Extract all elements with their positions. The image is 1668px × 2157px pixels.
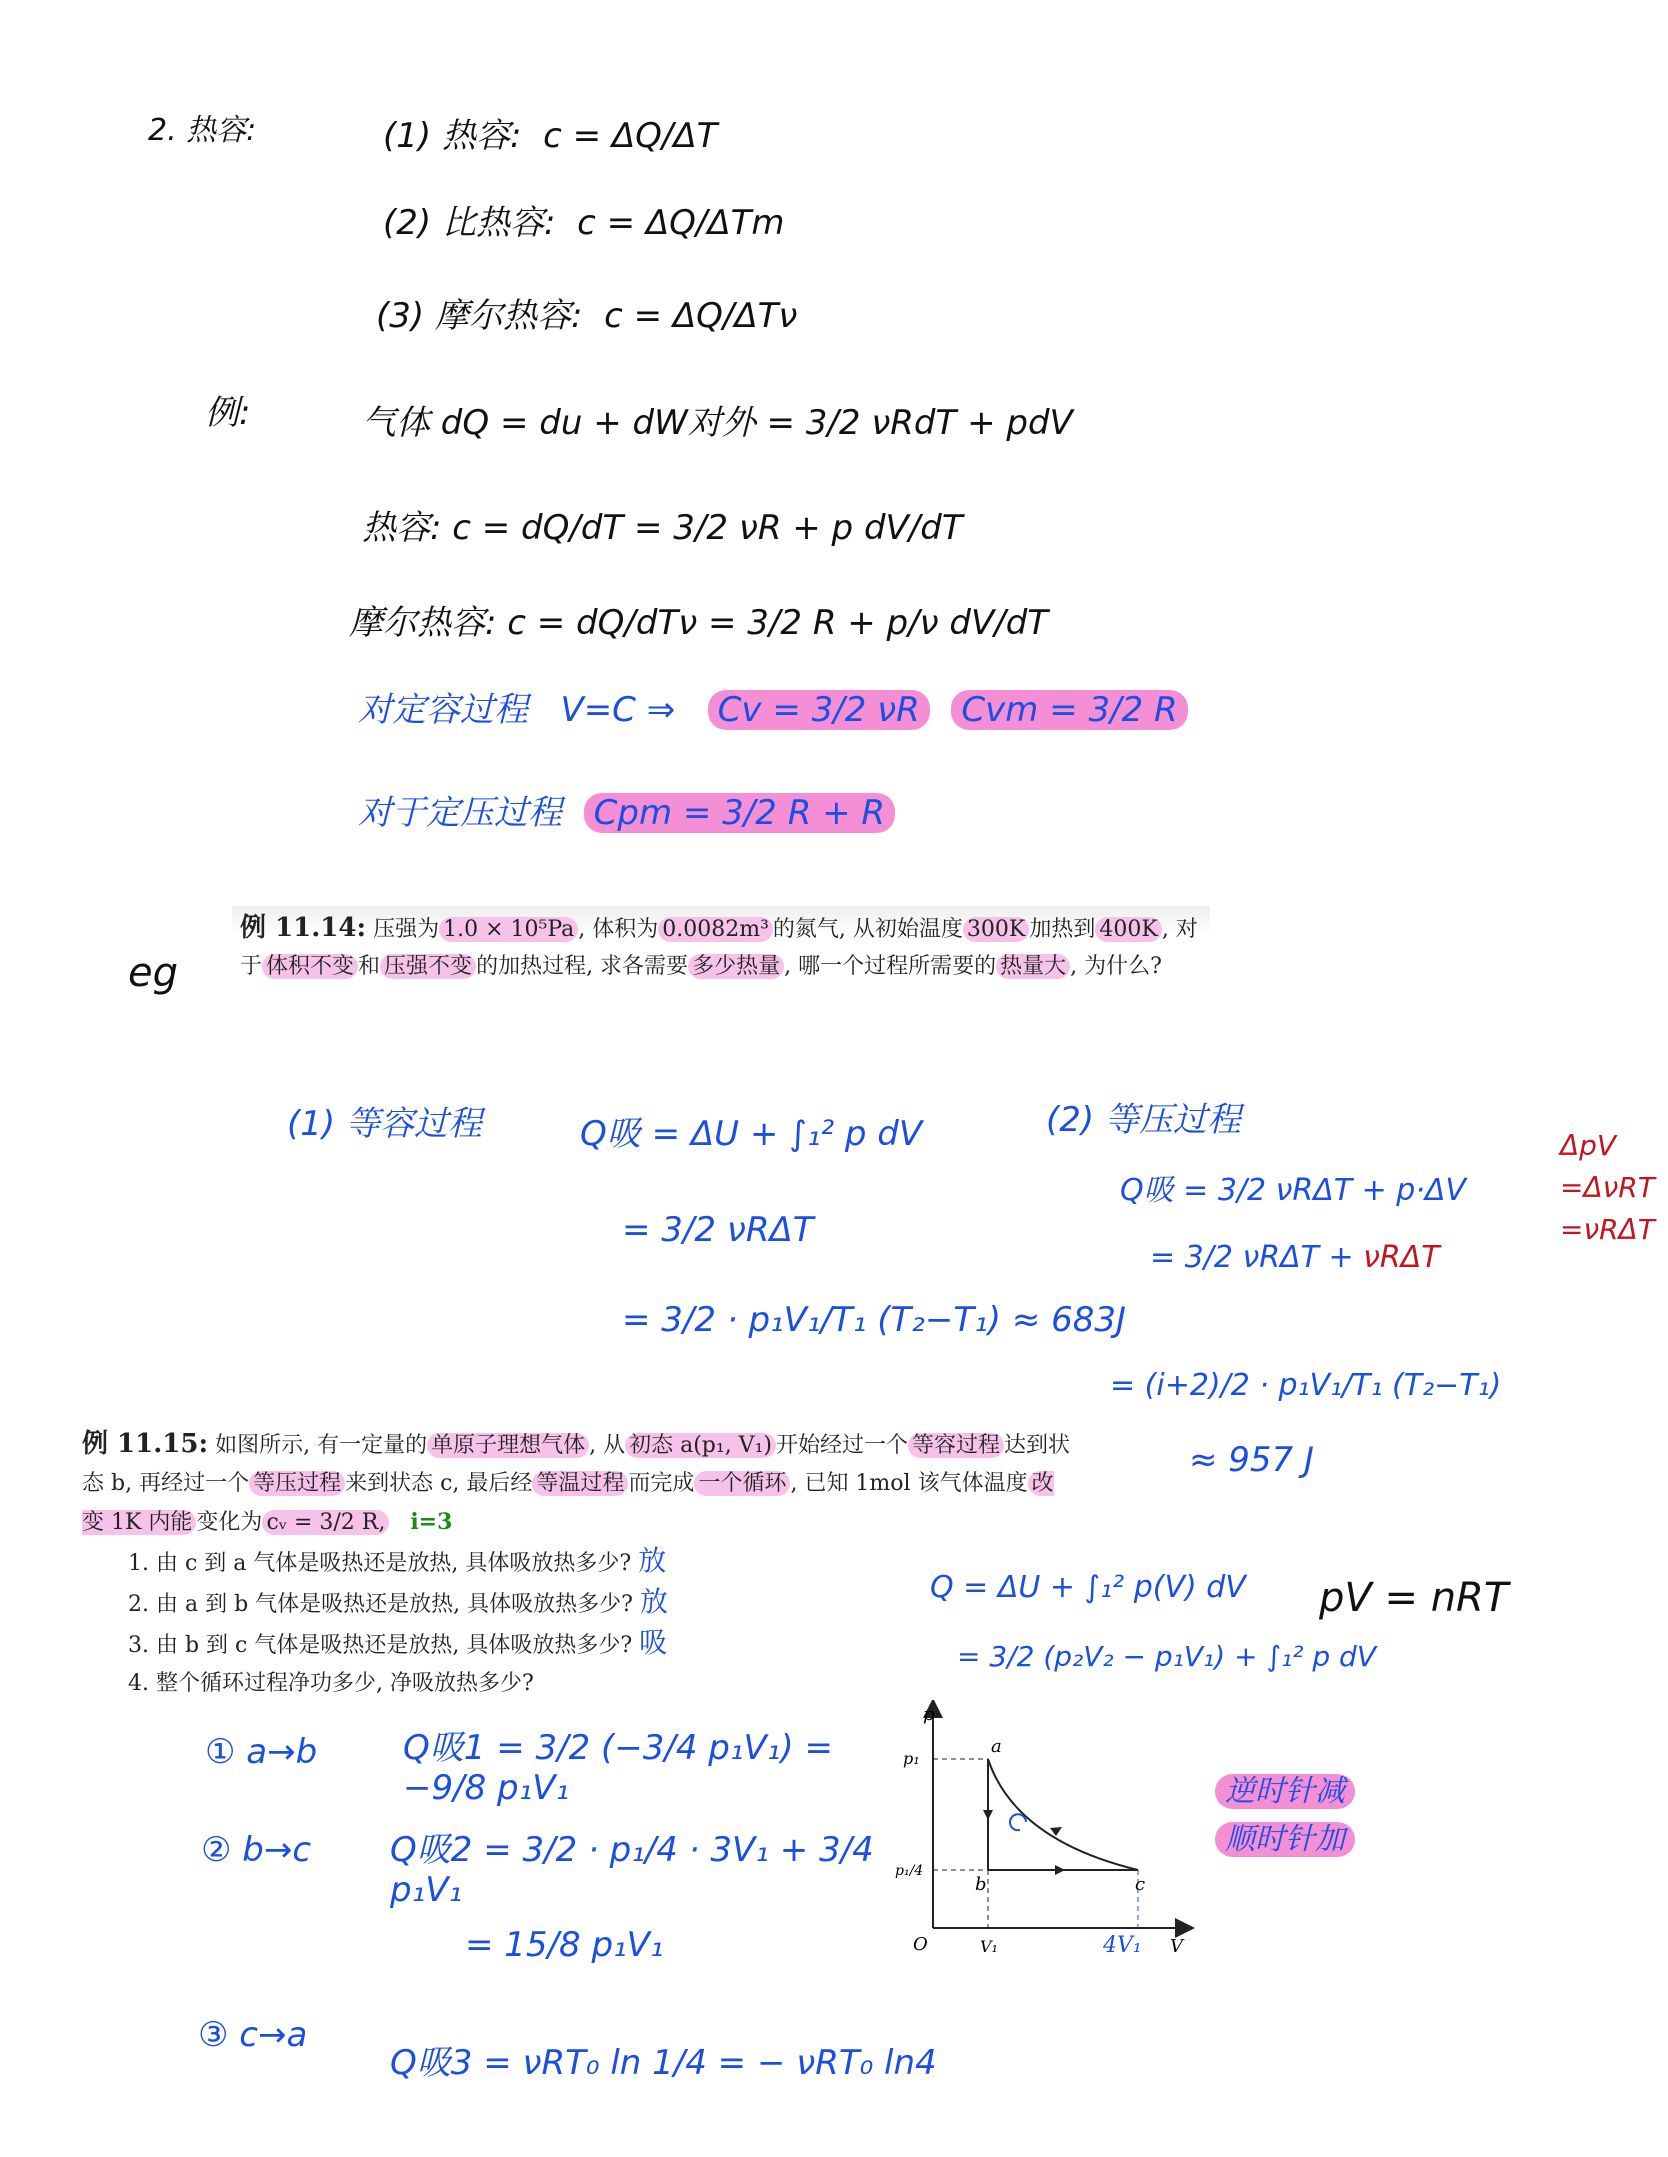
v4-label: 4V₁ xyxy=(1103,1933,1142,1958)
question: 2. 由 a 到 b 气体是吸热还是放热, 具体吸放热多少? 放 xyxy=(128,1585,668,1618)
arrow-bc xyxy=(1055,1865,1065,1875)
sol2-l1: Q吸 = 3/2 νRΔT + p·ΔV xyxy=(1120,1173,1466,1208)
question: 3. 由 b 到 c 气体是吸热还是放热, 具体吸放热多少? 吸 xyxy=(128,1626,668,1659)
sol1-l3: = 3/2 · p₁V₁/T₁ (T₂−T₁) ≈ 683J xyxy=(622,1300,1127,1340)
sol1-label: (1) 等容过程 xyxy=(287,1104,482,1144)
v1-label: V₁ xyxy=(980,1937,998,1956)
cycle-rules: 逆时针减 顺时针加 xyxy=(1215,1768,1355,1864)
general-eq1: Q = ΔU + ∫₁² p(V) dV xyxy=(930,1570,1246,1605)
step3-eq: Q吸3 = νRT₀ ln 1/4 = − νRT₀ ln4 xyxy=(390,2043,937,2083)
question: 4. 整个循环过程净功多少, 净吸放热多少? xyxy=(128,1671,534,1696)
point-c: c xyxy=(1135,1874,1146,1895)
process-ca xyxy=(988,1759,1138,1870)
sol1-l1: Q吸 = ΔU + ∫₁² p dV xyxy=(580,1114,923,1154)
eg-label: eg xyxy=(128,950,178,996)
sol2-label: (2) 等压过程 xyxy=(1046,1100,1241,1140)
step1-label: ① a→b xyxy=(205,1732,318,1772)
arrow-ca xyxy=(1050,1827,1062,1836)
def-molar-heat: (3) 摩尔热容: c = ΔQ/ΔTν xyxy=(376,296,798,336)
p14-label: p₁/4 xyxy=(895,1863,924,1879)
isochoric-line: 对定容过程 V=C ⇒ Cv = 3/2 νR Cvm = 3/2 R xyxy=(358,682,1188,731)
def-heat-capacity: (1) 热容: c = ΔQ/ΔT xyxy=(383,116,718,156)
example-11-14-text: 例 11.14: 压强为 1.0 × 10⁵Pa , 体积为 0.0082m³ 的氮气, 从初始温度 300K 加热到 400K , 对于 体积不变 和 压强不变 的加热过程, 求各需要 多少热量 , 哪一个过程所需要的 热量大 , 为什么? xyxy=(232,906,1210,1026)
example-line3: 摩尔热容: c = dQ/dTν = 3/2 R + p/ν dV/dT xyxy=(349,603,1049,643)
pv-diagram xyxy=(895,1700,1195,1965)
sol2-l4: ≈ 957 J xyxy=(1189,1440,1315,1480)
section-title: 2. 热容: xyxy=(148,113,257,148)
arrow-ab xyxy=(983,1810,993,1820)
example-line1: 气体 dQ = du + dW对外 = 3/2 νRdT + pdV xyxy=(362,403,1073,443)
step2-label: ② b→c xyxy=(201,1830,312,1870)
p1-label: p₁ xyxy=(903,1749,920,1768)
isobaric-line: 对于定压过程 Cpm = 3/2 R + R xyxy=(358,785,895,834)
step3-label: ③ c→a xyxy=(198,2015,308,2055)
example-11-15-body: 例 11.15: 如图所示, 有一定量的 单原子理想气体 , 从 初态 a(p₁, V₁) 开始经过一个 等容过程 达到状态 b, 再经过一个 等压过程 来到状态 c, 最后经 等温过程 而完成 一个循环 , 已知 1mol 该气体温度 改变 1K 内能 变化为 cᵥ = 3/2 R, i=3 xyxy=(82,1429,1071,1535)
step2-eq: Q吸2 = 3/2 · p₁/4 · 3V₁ + 3/4 p₁V₁ xyxy=(390,1830,874,1910)
ideal-gas-law: pV = nRT xyxy=(1319,1575,1509,1621)
example-line2: 热容: c = dQ/dT = 3/2 νR + p dV/dT xyxy=(362,508,963,548)
sol2-l3: = (i+2)/2 · p₁V₁/T₁ (T₂−T₁) xyxy=(1110,1368,1502,1403)
point-a: a xyxy=(991,1736,1002,1757)
step1-eq: Q吸1 = 3/2 (−3/4 p₁V₁) = −9/8 p₁V₁ xyxy=(403,1728,833,1808)
red-note: ΔpV =ΔνRT =νRΔT xyxy=(1560,1129,1655,1246)
sol1-l2: = 3/2 νRΔT xyxy=(622,1210,814,1250)
def-specific-heat: (2) 比热容: c = ΔQ/ΔTm xyxy=(383,203,785,243)
general-eq2: = 3/2 (p₂V₂ − p₁V₁) + ∫₁² p dV xyxy=(957,1640,1376,1673)
step2-eq2: = 15/8 p₁V₁ xyxy=(465,1925,664,1965)
point-b: b xyxy=(975,1874,987,1895)
example-label: 例: xyxy=(205,393,251,433)
sol2-l2: = 3/2 νRΔT + νRΔT xyxy=(1150,1240,1440,1275)
p-label: p xyxy=(923,1704,935,1725)
question: 1. 由 c 到 a 气体是吸热还是放热, 具体吸放热多少? 放 xyxy=(128,1544,667,1577)
example-11-15-text xyxy=(82,1425,1072,1703)
v-label: V xyxy=(1170,1936,1183,1957)
origin-label: O xyxy=(913,1934,928,1955)
cycle-direction-icon xyxy=(1010,1814,1026,1830)
